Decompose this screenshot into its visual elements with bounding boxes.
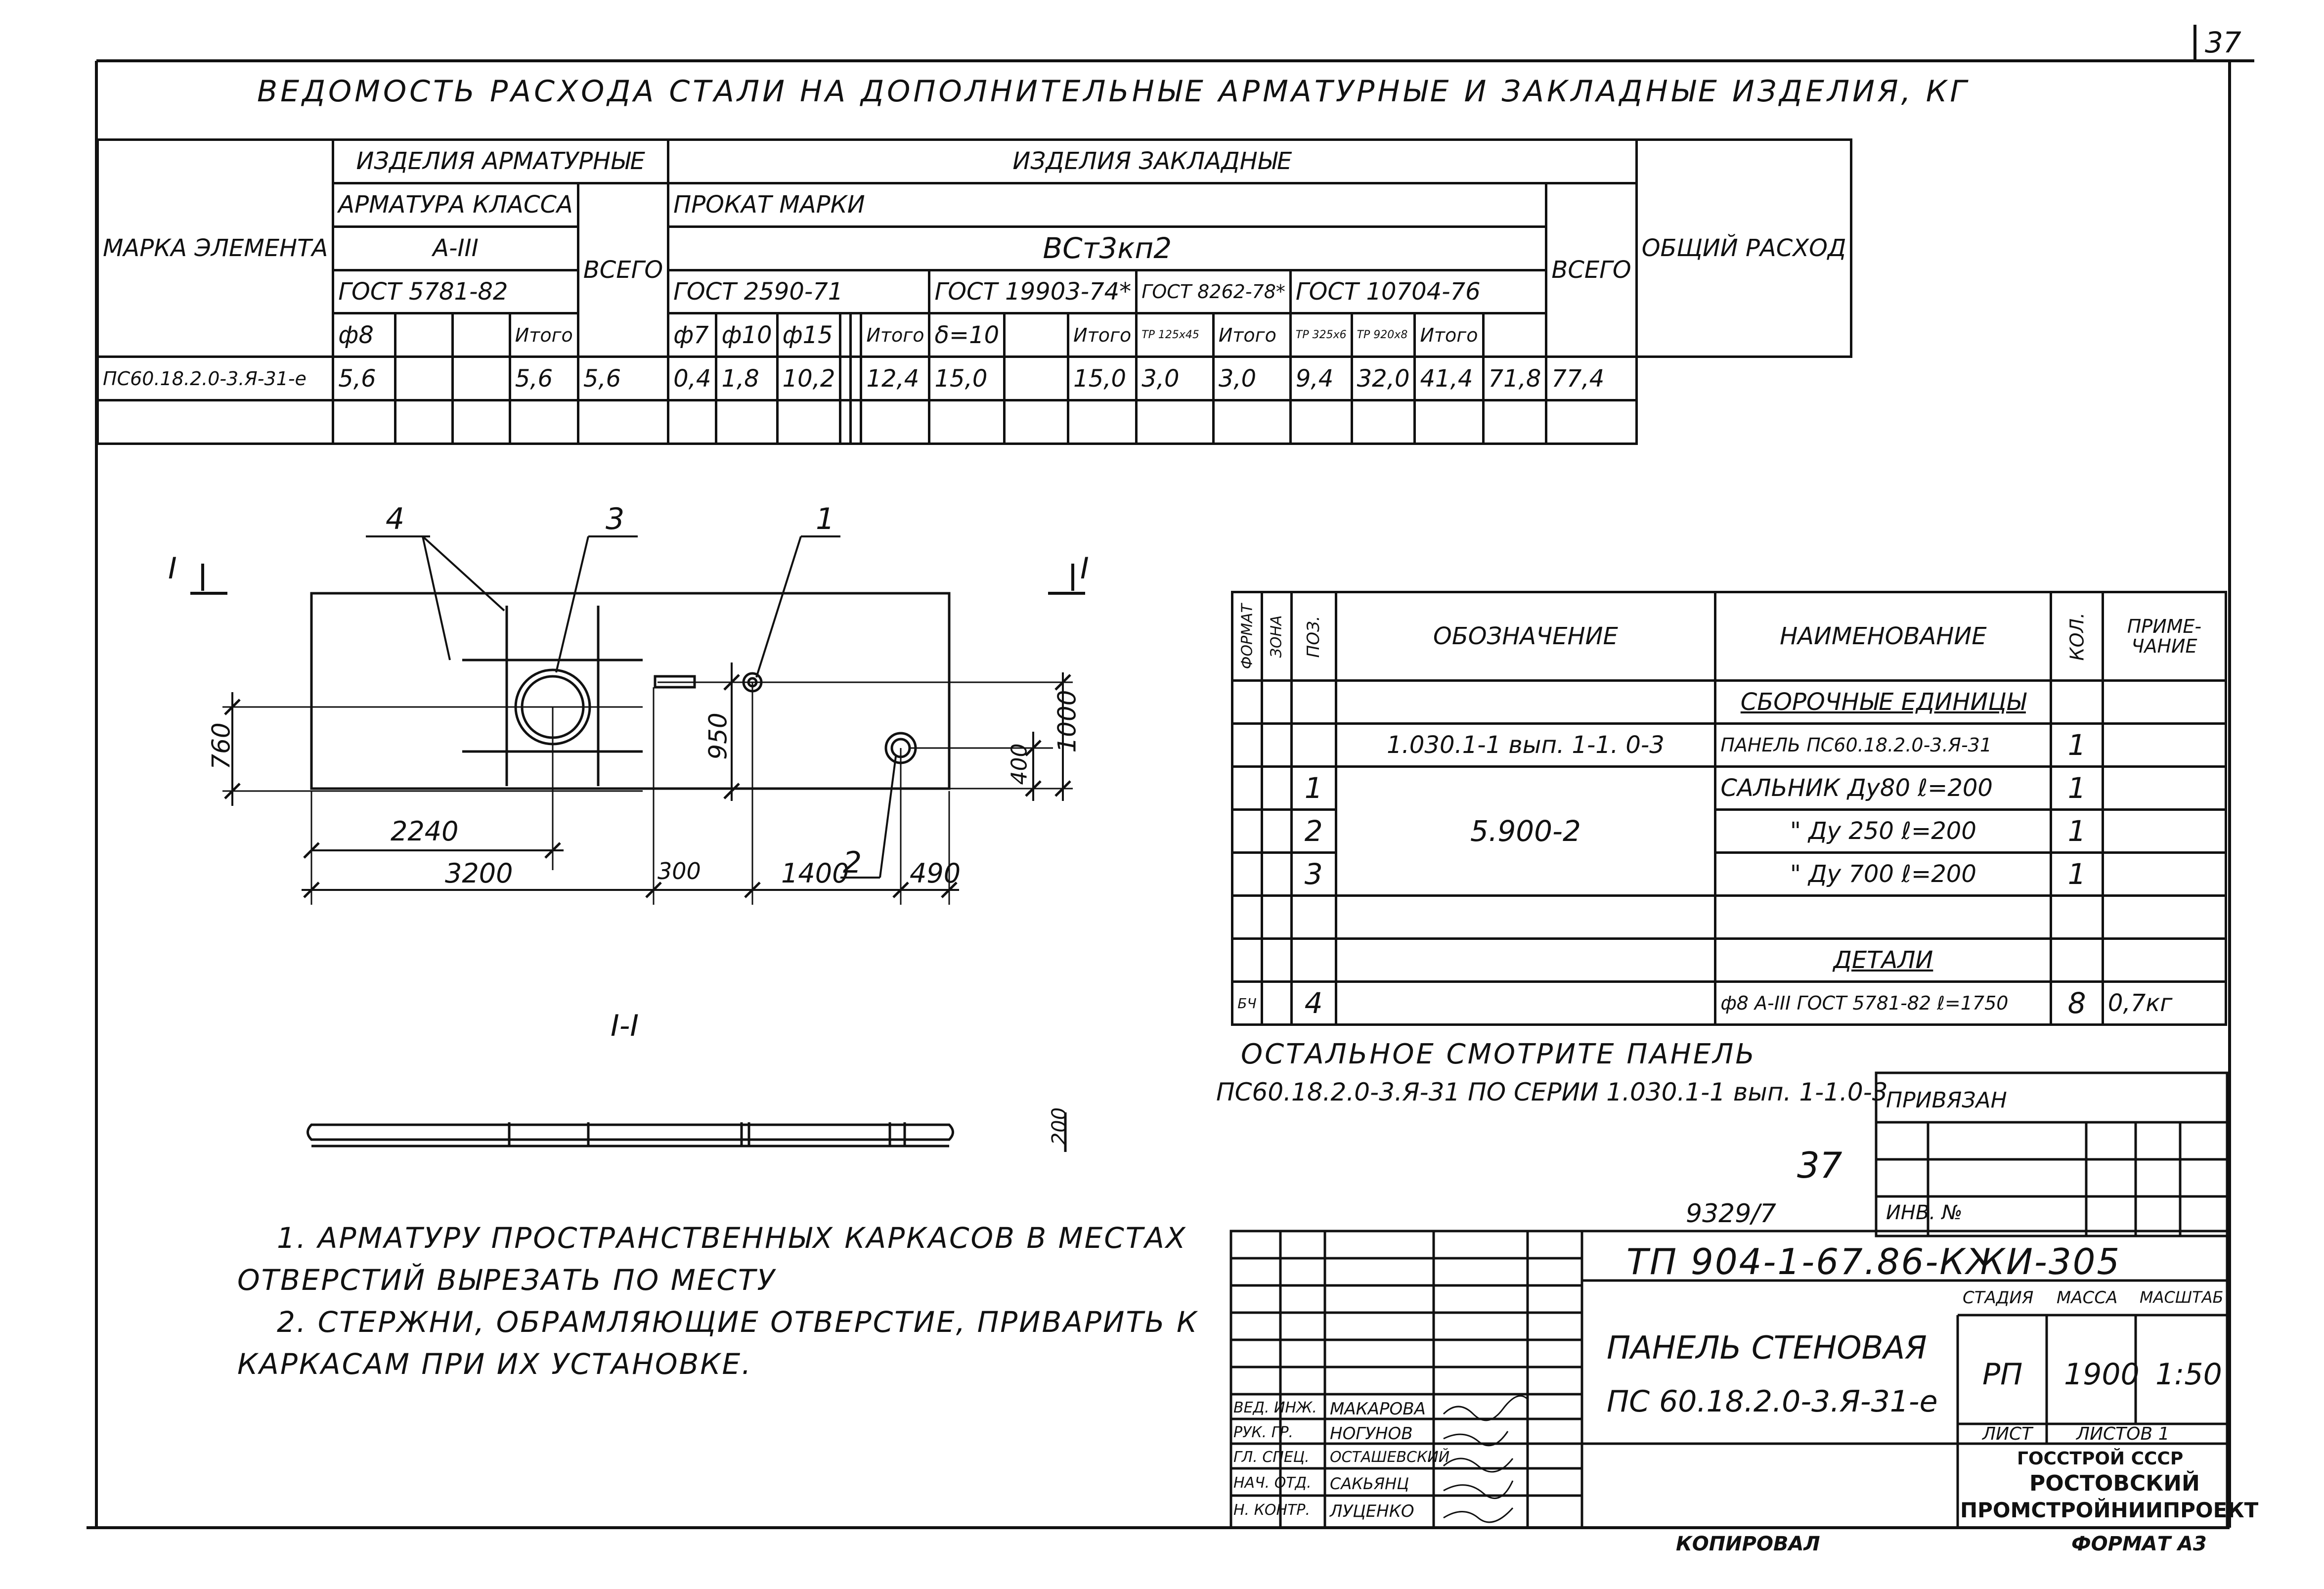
spec-note	[2103, 939, 2226, 982]
row-value: 32,0	[1352, 357, 1415, 400]
sheet-handwritten: 37	[1797, 1145, 1842, 1186]
row-value	[1005, 357, 1068, 400]
callout-2: 2	[843, 845, 862, 880]
sub-header: ф8	[333, 313, 395, 357]
sub-header: Итого	[510, 313, 578, 357]
row-value: 71,8	[1483, 357, 1546, 400]
row-value: 5,6	[578, 357, 668, 400]
spec-note	[2103, 681, 2226, 724]
sub-header	[851, 313, 861, 357]
spec-qty: 1	[2051, 810, 2103, 853]
stage-value: РП	[1982, 1357, 2023, 1392]
sub-header: δ=10	[929, 313, 1005, 357]
page-number: 37	[2205, 26, 2241, 59]
header-gost-19903: ГОСТ 19903-74*	[929, 270, 1137, 313]
spec-name	[1715, 896, 2051, 939]
mass-label: МАССА	[2057, 1288, 2118, 1308]
note-line-3: 2. СТЕРЖНИ, ОБРАМЛЯЮЩИЕ ОТВЕРСТИЕ, ПРИВАРИТЬ К	[277, 1305, 1199, 1339]
header-rebar-gost: ГОСТ 5781-82	[333, 270, 578, 313]
section-mark-left: I	[168, 551, 177, 586]
header-gost-2590: ГОСТ 2590-71	[668, 270, 929, 313]
row-value: 10,2	[777, 357, 840, 400]
title-line1: ПАНЕЛЬ СТЕНОВАЯ	[1607, 1330, 1927, 1367]
spec-pos	[1291, 939, 1336, 982]
spec-qty: 1	[2051, 724, 2103, 767]
spec-name: СБОРОЧНЫЕ ЕДИНИЦЫ	[1715, 681, 2051, 724]
spec-name: " Ду 250 ℓ=200	[1715, 810, 2051, 853]
spec-pos	[1291, 681, 1336, 724]
spec-designation	[1336, 939, 1715, 982]
staff-name: НОГУНОВ	[1330, 1424, 1413, 1444]
specification-table	[1231, 591, 2227, 1026]
note-line-1: 1. АРМАТУРУ ПРОСТРАНСТВЕННЫХ КАРКАСОВ В МЕСТАХ	[277, 1221, 1187, 1255]
spec-qty	[2051, 896, 2103, 939]
spec-qty: 1	[2051, 853, 2103, 896]
header-gost-8262: ГОСТ 8262-78*	[1137, 270, 1291, 313]
spec-note	[2103, 810, 2226, 853]
header-note: ПРИМЕ-ЧАНИЕ	[2103, 592, 2226, 681]
spec-designation: 1.030.1-1 вып. 1-1. 0-3	[1336, 724, 1715, 767]
header-element: МАРКА ЭЛЕМЕНТА	[98, 140, 333, 357]
spec-note	[2103, 853, 2226, 896]
header-gost-10704: ГОСТ 10704-76	[1290, 270, 1546, 313]
dim-3200: 3200	[445, 858, 513, 889]
callout-3: 3	[606, 502, 625, 536]
section-mark-right: I	[1080, 551, 1089, 586]
dim-950: 950	[703, 712, 733, 760]
spec-format: БЧ	[1232, 982, 1262, 1025]
row-value	[851, 357, 861, 400]
row-value: 9,4	[1290, 357, 1352, 400]
format-label: ФОРМАТ А3	[2071, 1533, 2207, 1555]
note-line-2: ОТВЕРСТИЙ ВЫРЕЗАТЬ ПО МЕСТУ	[237, 1263, 776, 1297]
dim-2240: 2240	[391, 816, 459, 847]
row-value: 12,4	[861, 357, 929, 400]
scale-value: 1:50	[2155, 1357, 2222, 1392]
staff-role: ГЛ. СПЕЦ.	[1233, 1449, 1310, 1466]
row-value: 5,6	[510, 357, 578, 400]
header-embedded: ИЗДЕЛИЯ ЗАКЛАДНЫЕ	[668, 140, 1637, 183]
sub-header: Итого	[861, 313, 929, 357]
spec-qty	[2051, 681, 2103, 724]
staff-role: НАЧ. ОТД.	[1233, 1474, 1312, 1492]
sheets-label: ЛИСТОВ 1	[2076, 1424, 2170, 1444]
header-name: НАИМЕНОВАНИЕ	[1715, 592, 2051, 681]
row-value: 1,8	[716, 357, 777, 400]
org-line2: РОСТОВСКИЙ	[2029, 1471, 2200, 1496]
staff-name: МАКАРОВА	[1330, 1399, 1426, 1419]
inv-no-label: ИНВ. №	[1886, 1201, 1963, 1224]
spec-name: " Ду 700 ℓ=200	[1715, 853, 2051, 896]
sub-header	[452, 313, 510, 357]
spec-note: 0,7кг	[2103, 982, 2226, 1025]
row-value: 77,4	[1546, 357, 1636, 400]
dim-200: 200	[1048, 1107, 1071, 1146]
spec-designation	[1336, 896, 1715, 939]
tied-label: ПРИВЯЗАН	[1886, 1088, 2007, 1113]
sub-header: ТР 125х45	[1137, 313, 1214, 357]
dim-760: 760	[207, 722, 236, 770]
spec-pos: 2	[1291, 810, 1336, 853]
spec-name: САЛЬНИК Ду80 ℓ=200	[1715, 767, 2051, 810]
row-value: 15,0	[929, 357, 1005, 400]
mass-value: 1900	[2064, 1357, 2140, 1392]
stage-label: СТАДИЯ	[1963, 1288, 2034, 1308]
spec-pos: 4	[1291, 982, 1336, 1025]
row-value: 0,4	[668, 357, 716, 400]
callout-1: 1	[816, 502, 835, 536]
remainder-note-line2: ПС60.18.2.0-3.Я-31 ПО СЕРИИ 1.030.1-1 вып. 1-1.0-3	[1216, 1078, 1888, 1106]
section-label: I-I	[611, 1009, 639, 1043]
callout-4: 4	[386, 502, 405, 536]
spec-designation	[1336, 982, 1715, 1025]
sub-header: ТР 920х8	[1352, 313, 1415, 357]
steel-consumption-table	[96, 138, 1852, 445]
header-steel-grade: ВСт3кп2	[668, 226, 1546, 270]
header-rebar-total: ВСЕГО	[578, 183, 668, 356]
staff-role: ВЕД. ИНЖ.	[1233, 1399, 1317, 1416]
dim-400: 400	[1007, 743, 1032, 785]
sheet-label: ЛИСТ	[1982, 1424, 2033, 1444]
header-embedded-total: ВСЕГО	[1546, 183, 1636, 356]
sub-header	[840, 313, 851, 357]
sub-header: ф10	[716, 313, 777, 357]
copied-label: КОПИРОВАЛ	[1676, 1533, 1820, 1555]
staff-role: РУК. ГР.	[1233, 1424, 1294, 1441]
row-value: 5,6	[333, 357, 395, 400]
spec-note	[2103, 724, 2226, 767]
dim-490: 490	[910, 858, 961, 889]
signatures	[1444, 1396, 1528, 1522]
spec-name: ф8 А-III ГОСТ 5781-82 ℓ=1750	[1715, 982, 2051, 1025]
header-qty: КОЛ.	[2051, 592, 2103, 681]
spec-pos	[1291, 724, 1336, 767]
row-element: ПС60.18.2.0-3.Я-31-е	[98, 357, 333, 400]
header-zone: ЗОНА	[1262, 592, 1291, 681]
header-format: ФОРМАТ	[1232, 592, 1262, 681]
title-line2: ПС 60.18.2.0-3.Я-31-е	[1607, 1384, 1938, 1419]
dim-1400: 1400	[781, 858, 849, 889]
spec-pos: 1	[1291, 767, 1336, 810]
spec-name: ДЕТАЛИ	[1715, 939, 2051, 982]
dim-300: 300	[658, 858, 701, 884]
archive-number: 9329/7	[1686, 1199, 1776, 1229]
staff-name: ОСТАШЕВСКИЙ	[1330, 1449, 1450, 1466]
statement-title: ВЕДОМОСТЬ РАСХОДА СТАЛИ НА ДОПОЛНИТЕЛЬНЫЕ АРМАТУРНЫЕ И ЗАКЛАДНЫЕ ИЗДЕЛИЯ, КГ	[257, 74, 1970, 109]
dim-1000: 1000	[1052, 690, 1082, 753]
org-line3: ПРОМСТРОЙНИИПРОЕКТ	[1960, 1498, 2259, 1522]
staff-name: ЛУЦЕНКО	[1330, 1501, 1414, 1521]
panel-elevation	[311, 593, 949, 789]
header-rolled: ПРОКАТ МАРКИ	[668, 183, 1546, 226]
row-value: 41,4	[1415, 357, 1483, 400]
note-line-4: КАРКАСАМ ПРИ ИХ УСТАНОВКЕ.	[237, 1347, 752, 1381]
spec-pos	[1291, 896, 1336, 939]
doc-code: ТП 904-1-67.86-КЖИ-305	[1626, 1241, 2121, 1282]
sub-header	[1005, 313, 1068, 357]
sub-header	[395, 313, 453, 357]
header-pos: ПОЗ.	[1291, 592, 1336, 681]
section-1-1-drawing	[308, 1112, 1066, 1152]
sub-header: Итого	[1213, 313, 1290, 357]
row-value: 3,0	[1137, 357, 1214, 400]
spec-qty	[2051, 939, 2103, 982]
header-rebar-class: АРМАТУРА КЛАССА	[333, 183, 578, 226]
staff-name: САКЬЯНЦ	[1330, 1474, 1409, 1493]
remainder-note-line1: ОСТАЛЬНОЕ СМОТРИТЕ ПАНЕЛЬ	[1241, 1038, 1756, 1070]
row-value	[395, 357, 453, 400]
sub-header: Итого	[1415, 313, 1483, 357]
header-rebar: ИЗДЕЛИЯ АРМАТУРНЫЕ	[333, 140, 668, 183]
header-rebar-grade: А-III	[333, 226, 578, 270]
spec-designation: 5.900-2	[1336, 767, 1715, 896]
sub-header: Итого	[1068, 313, 1137, 357]
sub-header: ТР 325х6	[1290, 313, 1352, 357]
row-value	[452, 357, 510, 400]
row-value: 3,0	[1213, 357, 1290, 400]
spec-qty: 1	[2051, 767, 2103, 810]
row-value: 15,0	[1068, 357, 1137, 400]
sub-header: ф7	[668, 313, 716, 357]
header-total-consumption: ОБЩИЙ РАСХОД	[1636, 140, 1851, 357]
spec-designation	[1336, 681, 1715, 724]
spec-name: ПАНЕЛЬ ПС60.18.2.0-3.Я-31	[1715, 724, 2051, 767]
spec-note	[2103, 896, 2226, 939]
spec-qty: 8	[2051, 982, 2103, 1025]
org-line1: ГОССТРОЙ СССР	[2017, 1449, 2184, 1469]
staff-role: Н. КОНТР.	[1233, 1501, 1311, 1519]
header-designation: ОБОЗНАЧЕНИЕ	[1336, 592, 1715, 681]
row-value	[840, 357, 851, 400]
scale-label: МАСШТАБ	[2140, 1288, 2224, 1307]
spec-note	[2103, 767, 2226, 810]
sub-header: ф15	[777, 313, 840, 357]
spec-pos: 3	[1291, 853, 1336, 896]
